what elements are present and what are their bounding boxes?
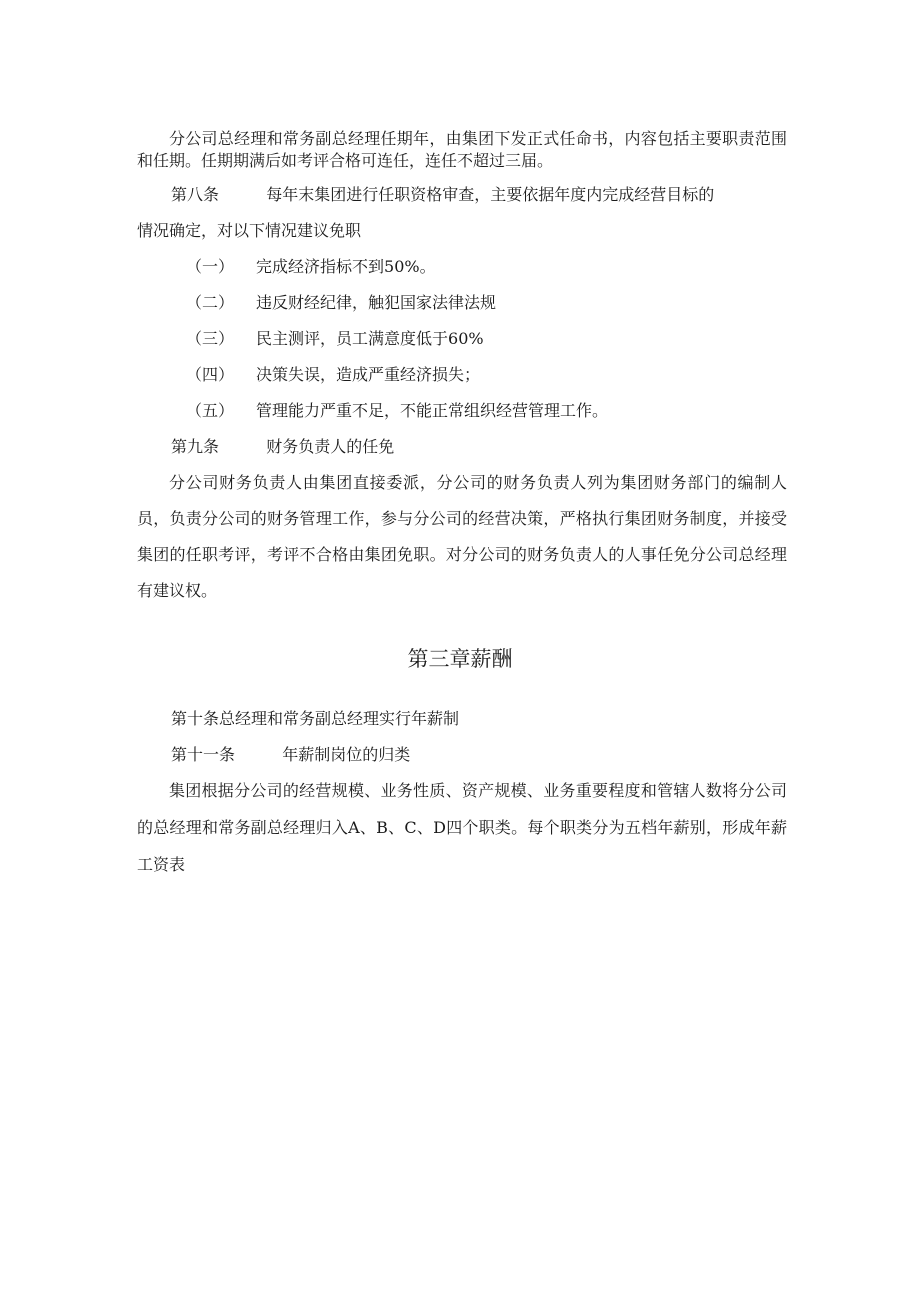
article-11-label: 第十一条 bbox=[171, 745, 236, 764]
list-item-text: 管理能力严重不足，不能正常组织经营管理工作。 bbox=[256, 401, 609, 420]
list-item-text: 违反财经纪律，触犯国家法律法规 bbox=[256, 293, 497, 312]
article-8-continuation: 情况确定，对以下情况建议免职 bbox=[137, 221, 362, 240]
article-8-text: 每年末集团进行任职资格审查，主要依据年度内完成经营目标的 bbox=[266, 185, 715, 204]
paragraph-salary-classification: 集团根据分公司的经营规模、业务性质、资产规模、业务重要程度和管辖人数将分公司的总经理和常务副总经理归入A、B、C、D四个职类。每个职类分为五档年薪别，形成年薪工资表 bbox=[137, 781, 787, 874]
paragraph-finance-officer: 分公司财务负责人由集团直接委派，分公司的财务负责人列为集团财务部门的编制人员，负责分公司的财务管理工作，参与分公司的经营决策，严格执行集团财务制度，并接受集团的任职考评，考评不合格由集团免职。对分公司的财务负责人的人事任免分公司总经理有建议权。 bbox=[137, 473, 787, 600]
article-9-label: 第九条 bbox=[171, 437, 220, 456]
article-9-text: 财务负责人的任免 bbox=[266, 437, 395, 456]
article-10: 第十条总经理和常务副总经理实行年薪制 bbox=[171, 709, 460, 728]
article-8-line bbox=[171, 185, 714, 205]
list-item bbox=[186, 293, 496, 313]
article-11-text: 年薪制岗位的归类 bbox=[282, 745, 411, 764]
list-item-number: （四） bbox=[186, 365, 235, 384]
article-8-label: 第八条 bbox=[171, 185, 220, 204]
list-item bbox=[186, 401, 608, 421]
list-item bbox=[186, 329, 484, 349]
list-item-text: 决策失误，造成严重经济损失； bbox=[256, 365, 481, 384]
list-item-text: 民主测评，员工满意度低于60% bbox=[256, 329, 484, 348]
list-item-number: （二） bbox=[186, 293, 235, 312]
list-item-number: （五） bbox=[186, 401, 235, 420]
paragraph-term-of-office: 分公司总经理和常务副总经理任期年，由集团下发正式任命书，内容包括主要职责范围和任期。任期期满后如考评合格可连任，连任不超过三届。 bbox=[137, 129, 787, 170]
article-9-line bbox=[171, 437, 394, 457]
list-item-number: （一） bbox=[186, 257, 235, 276]
list-item-text: 完成经济指标不到50%。 bbox=[256, 257, 436, 276]
article-11-line bbox=[171, 745, 410, 765]
list-item bbox=[186, 257, 436, 277]
chapter-title: 第三章薪酬 bbox=[407, 647, 513, 671]
list-item bbox=[186, 365, 480, 385]
list-item-number: （三） bbox=[186, 329, 235, 348]
